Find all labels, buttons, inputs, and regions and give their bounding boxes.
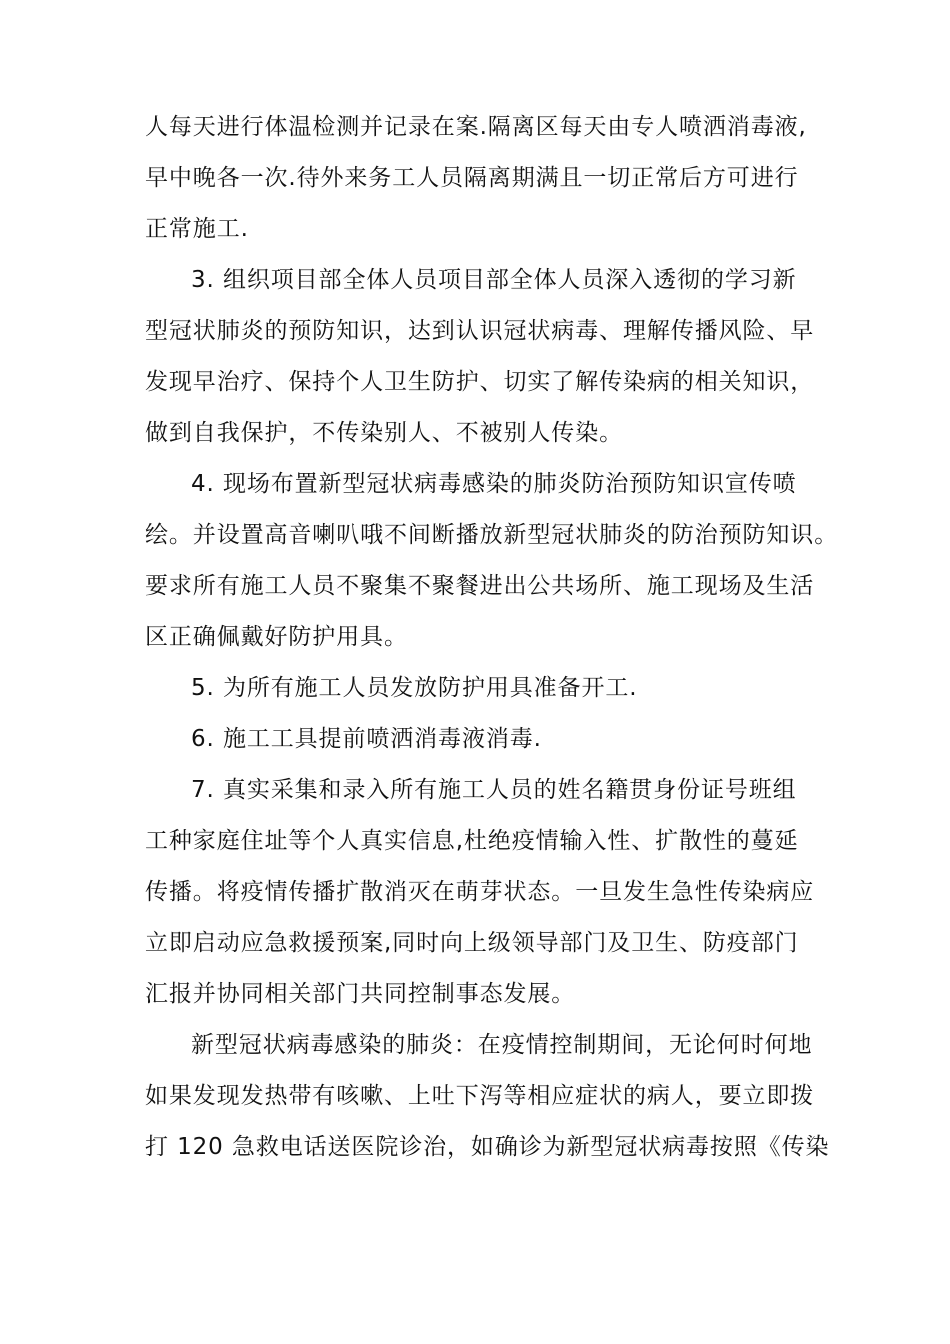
paragraph-item-7	[145, 765, 815, 1020]
paragraph-pneumonia-note	[145, 1020, 830, 1173]
paragraph-item-6	[145, 714, 815, 765]
document-body	[145, 102, 839, 1173]
paragraph-item-3	[145, 255, 815, 459]
text-line: 6. 施工工具提前喷洒消毒液消毒.	[191, 726, 542, 752]
text-line: 如果发现发热带有咳嗽、上吐下泻等相应症状的病人，要立即拨	[145, 1083, 815, 1109]
paragraph-item-5	[145, 663, 815, 714]
text-line: 绘。并设置高音喇叭哦不间断播放新型冠状肺炎的防治预防知识。	[145, 522, 839, 548]
paragraph-item-4	[145, 459, 839, 663]
text-line: 区正确佩戴好防护用具。	[145, 624, 408, 650]
text-line: 汇报并协同相关部门共同控制事态发展。	[145, 981, 576, 1007]
text-line: 早中晚各一次.待外来务工人员隔离期满且一切正常后方可进行	[145, 165, 799, 191]
text-line: 7. 真实采集和录入所有施工人员的姓名籍贯身份证号班组	[191, 777, 797, 803]
text-line: 立即启动应急救援预案,同时向上级领导部门及卫生、防疫部门	[145, 930, 799, 956]
text-line: 3. 组织项目部全体人员项目部全体人员深入透彻的学习新	[191, 267, 797, 293]
text-line: 5. 为所有施工人员发放防护用具准备开工.	[191, 675, 638, 701]
text-line: 型冠状肺炎的预防知识，达到认识冠状病毒、理解传播风险、早	[145, 318, 815, 344]
text-line: 人每天进行体温检测并记录在案.隔离区每天由专人喷洒消毒液,	[145, 114, 807, 140]
text-line: 4. 现场布置新型冠状病毒感染的肺炎防治预防知识宣传喷	[191, 471, 797, 497]
paragraph-continuation	[145, 102, 815, 255]
text-line: 工种家庭住址等个人真实信息,杜绝疫情输入性、扩散性的蔓延	[145, 828, 799, 854]
text-line: 传播。将疫情传播扩散消灭在萌芽状态。一旦发生急性传染病应	[145, 879, 815, 905]
text-line: 打 120 急救电话送医院诊治，如确诊为新型冠状病毒按照《传染	[145, 1134, 830, 1160]
text-line: 做到自我保护，不传染别人、不被别人传染。	[145, 420, 623, 446]
text-line: 发现早治疗、保持个人卫生防护、切实了解传染病的相关知识，	[145, 369, 815, 395]
text-line: 正常施工.	[145, 216, 249, 242]
text-line: 新型冠状病毒感染的肺炎：在疫情控制期间，无论何时何地	[191, 1032, 813, 1058]
text-line: 要求所有施工人员不聚集不聚餐进出公共场所、施工现场及生活	[145, 573, 815, 599]
